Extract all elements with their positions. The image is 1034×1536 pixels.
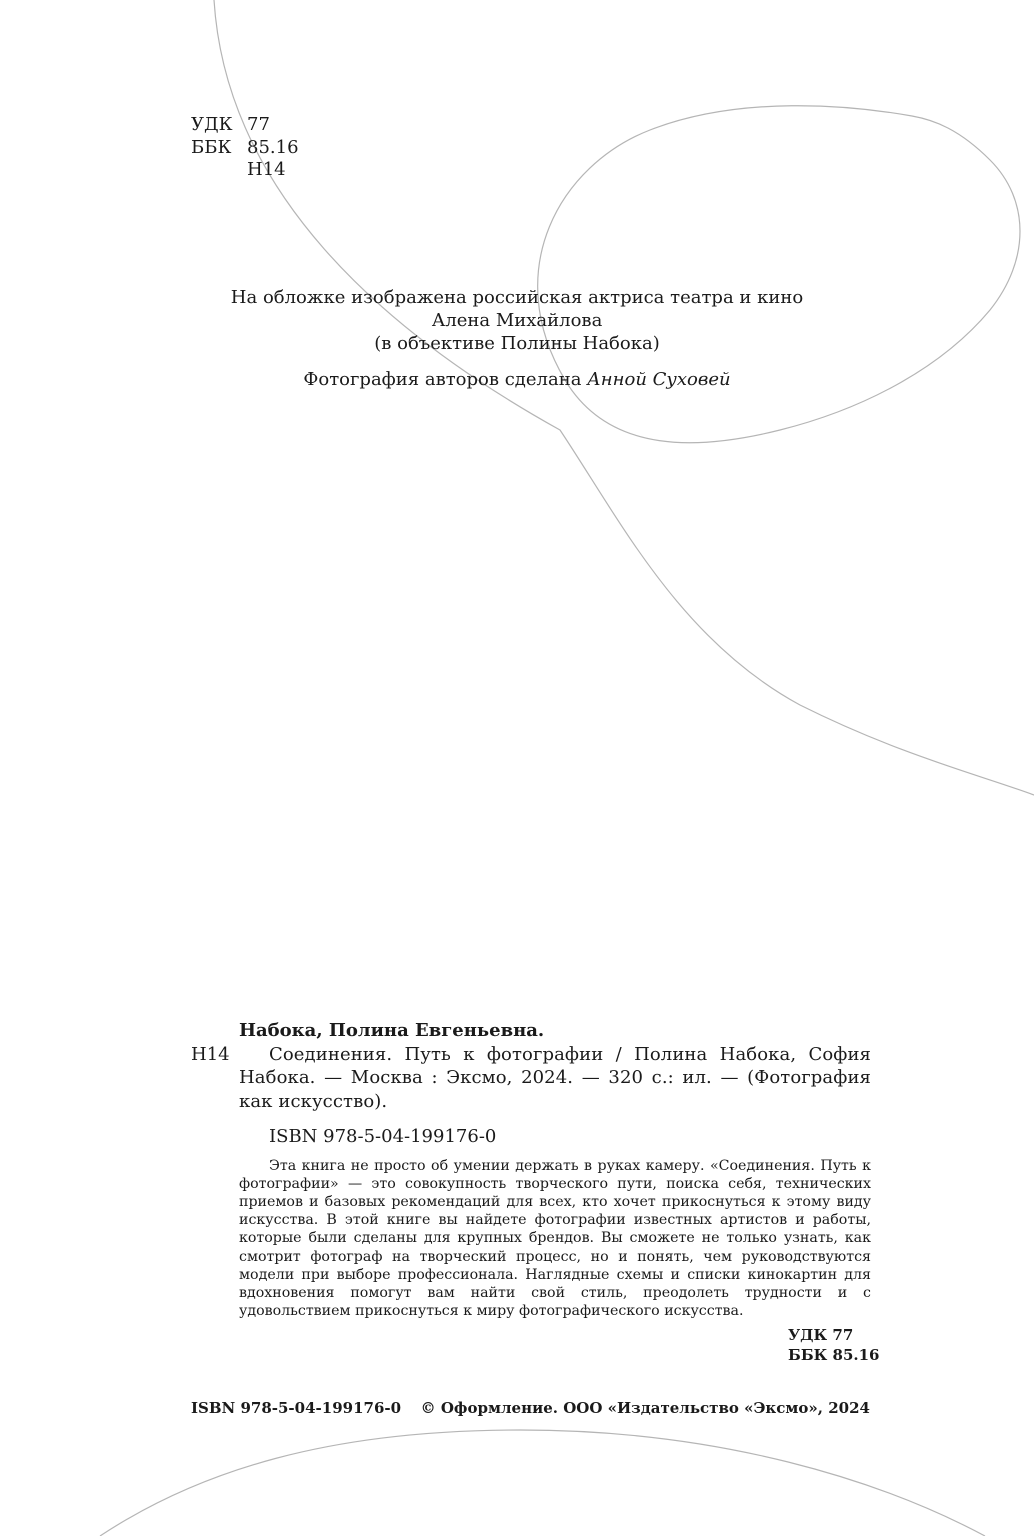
cover-note: [160, 286, 874, 355]
bbk-value: 85.16: [247, 136, 299, 158]
cover-note-line-1: На обложке изображена российская актриса театра и кино: [230, 287, 804, 308]
bibliographic-record: [191, 1019, 871, 1320]
record-isbn: ISBN 978-5-04-199176-0: [269, 1126, 497, 1147]
photo-credit-name: Анной Суховей: [587, 369, 731, 390]
author-mark: Н14: [247, 159, 286, 180]
record-author: Набока, Полина Евгеньевна.: [239, 1020, 545, 1041]
record-entry: [191, 1043, 871, 1114]
record-codes: [788, 1325, 879, 1365]
record-annotation: Эта книга не просто об умении держать в руках камеру. «Соединения. Путь к фотографии» — это совокупность творческого пути, поиска себя, технических приемов и базовых рекомендаций для всех, кто хочет прикоснуться к этому виду искусства. В этой книге вы найдете фотографии известных артистов и работы, которые были сделаны для крупных брендов. Вы сможете не только узнать, как смотрит фотограф на творческий процесс, но и понять, чем руководствуются модели при выборе профессионала. Наглядные схемы и списки кинокартин для вдохновения помогут вам найти свой стиль, преодолеть трудности и с удовольствием прикоснуться к миру фотографического искусства.: [239, 1157, 871, 1320]
cover-note-line-3: (в объективе Полины Набока): [374, 333, 660, 354]
cover-note-line-2: Алена Михайлова: [431, 310, 603, 331]
photo-credit: [160, 368, 874, 391]
udk-value: 77: [247, 114, 270, 135]
footer-isbn: ISBN 978-5-04-199176-0: [191, 1399, 402, 1417]
classification-codes: [191, 114, 299, 182]
bbk-row: [191, 137, 299, 160]
record-cutter: Н14: [191, 1043, 230, 1065]
record-entry-text: Соединения. Путь к фотографии / Полина Набока, София Набока. — Москва : Эксмо, 2024. — 320 с.: ил. — (Фотография как искусство).: [239, 1043, 871, 1112]
bbk-label: ББК: [191, 136, 232, 158]
record-udk: УДК 77: [788, 1326, 854, 1344]
udk-label: УДК: [191, 114, 233, 135]
footer-copyright: © Оформление. ООО «Издательство «Эксмо», 2024: [420, 1399, 870, 1417]
photo-credit-prefix: Фотография авторов сделана: [303, 369, 588, 390]
udk-row: [191, 114, 299, 137]
record-bbk: ББК 85.16: [788, 1346, 880, 1364]
author-mark-row: [191, 159, 299, 182]
